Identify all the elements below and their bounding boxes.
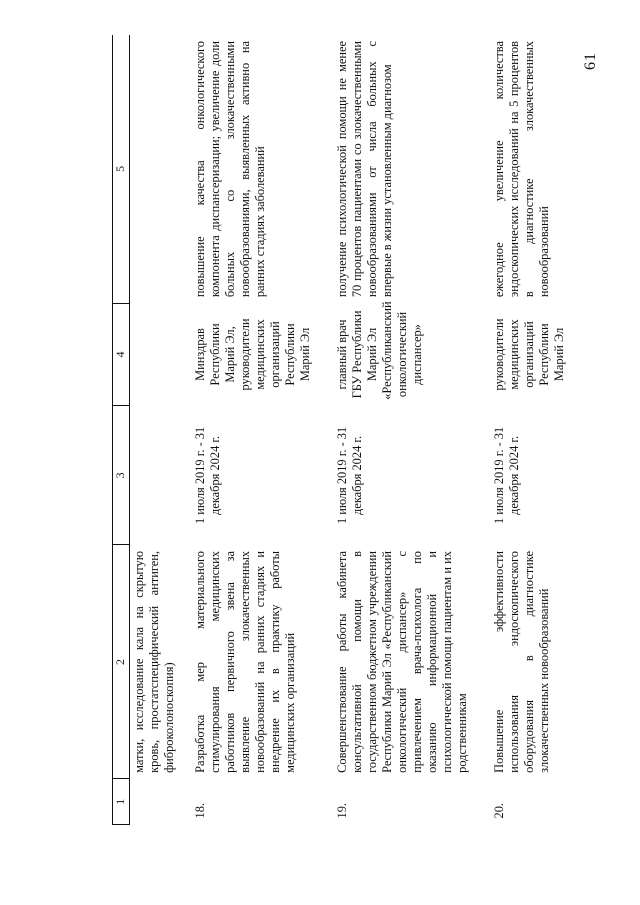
responsible-cell: главный врач ГБУ Республики Марий Эл «Республиканский онкологический диспансер» [335, 301, 424, 400]
period-cell: 1 июля 2019 г. - 31 декабря 2024 г. [335, 426, 364, 525]
table-row [474, 35, 571, 825]
result-cell [130, 35, 182, 303]
continuation-row [130, 35, 182, 825]
page-number: 61 [582, 52, 599, 70]
event-cell: матки, исследование кала на скрытую кровь, простатспецифический антиген, фиброколоноскопия) [132, 551, 176, 773]
action-plan-table [112, 35, 571, 825]
row-number-cell: 18. [193, 803, 207, 819]
period-cell: 1 июля 2019 г. - 31 декабря 2024 г. [193, 426, 222, 525]
row-number-cell: 19. [335, 803, 349, 819]
header-cell: 5 [113, 35, 130, 303]
event-cell: Разработка мер материального стимулирования медицинских работников первичного звена за выявление злокачественных новообразований на ранних стадиях и внедрение их в практику работы медицинских организаций [193, 551, 297, 773]
result-cell: получение психологической помощи не менее 70 процентов пациентами со злокачественными новообразованиями от числа больных с впервые в жизни установленным диагнозом [335, 41, 394, 298]
period-cell: 1 июля 2019 г. - 31 декабря 2024 г. [492, 426, 521, 525]
table-row [317, 35, 474, 825]
row-number-cell: 20. [492, 803, 506, 819]
table-row [181, 35, 317, 825]
responsible-cell [130, 303, 182, 406]
row-number-cell [130, 779, 182, 825]
header-cell: 4 [113, 303, 130, 406]
header-cell: 1 [113, 779, 130, 825]
event-cell: Повышение эффективности использования эндоскопического оборудования в диагностике злокачественных новообразований [492, 551, 551, 773]
result-cell: повышение качества онкологического компонента диспансеризации; увеличение доли больных со злокачественными новообразованиями, выявленных активно на ранних стадиях заболеваний [193, 41, 267, 298]
responsible-cell: Минздрав Республики Марий Эл, руководители медицинских организаций Республики Марий Эл [193, 318, 312, 391]
responsible-cell: руководители медицинских организаций Республики Марий Эл [492, 318, 566, 391]
table-header-row [113, 35, 130, 825]
header-cell: 2 [113, 545, 130, 779]
header-cell: 3 [113, 406, 130, 545]
event-cell: Совершенствование работы кабинета консультативной помощи в государственном бюджетном учреждении Республики Марий Эл «Республиканский онкологический диспансер» с привлечением врача-психолога по оказанию информационной и психологической помощи пациентам и их родственникам [335, 551, 469, 773]
result-cell: ежегодное увеличение количества эндоскопических исследований на 5 процентов в диагностике злокачественных новообразований [492, 41, 551, 298]
period-cell [130, 406, 182, 545]
